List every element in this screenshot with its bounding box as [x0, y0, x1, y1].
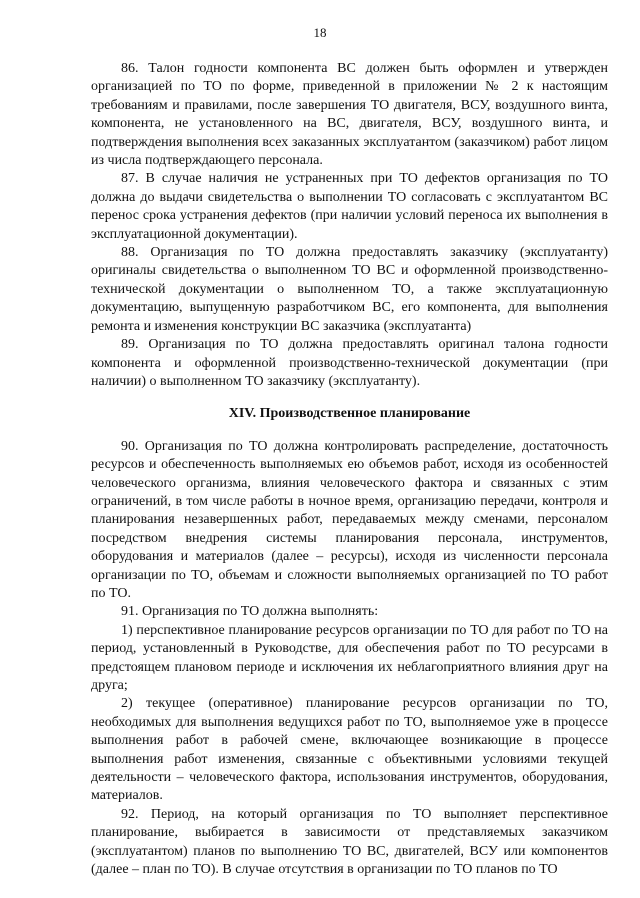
- page-number: 18: [313, 25, 327, 40]
- section-heading: XIV. Производственное планирование: [228, 406, 471, 422]
- paragraph-91: 91. Организация по ТО должна выполнять:: [121, 604, 379, 620]
- paragraph-91-item-2: 2) текущее (оперативное) планирование ресурсов организации по ТО, необходимых для выполнения ведущихся работ по ТО, выполняемое уже в процессе выполнения работ в рабочей смене, включающее возникающие в процессе выполнения работ изменения, связанные с объективными условиями текущей деятельности – человеческого фактора, использования инструментов, оборудования, материалов.: [91, 696, 608, 804]
- paragraph-86: 86. Талон годности компонента ВС должен быть оформлен и утвержден организацией по ТО по форме, приведенной в приложении № 2 к настоящим требованиям и правилами, после завершения ТО двигателя, ВСУ, воздушного винта, компонента, не установленного на ВС, двигателя, ВСУ, воздушного винта, и подтверждения выполнения всех заказанных эксплуатантом (заказчиком) работ лицом из числа подтверждающего персонала.: [91, 61, 608, 169]
- paragraph-88: 88. Организация по ТО должна предоставлять заказчику (эксплуатанту) оригиналы свидетельства о выполненном ТО ВС и оформленной производственно-технической документации о выполненном ТО, а также эксплуатационную документацию, выпущенную разработчиком ВС, его компонента, для выполнения ремонта и изменения конструкции ВС заказчика (эксплуатанта): [91, 245, 608, 334]
- paragraph-87: 87. В случае наличия не устраненных при ТО дефектов организация по ТО должна до выдачи свидетельства о выполнении ТО согласовать с эксплуатантом ВС перенос срока устранения дефектов (при наличии условий переноса их выполнения в эксплуатационной документации).: [91, 171, 608, 242]
- document-body: [91, 60, 608, 879]
- paragraph-90: 90. Организация по ТО должна контролировать распределение, достаточность ресурсов и обеспеченность выполняемых ею объемов работ, исходя из особенностей человеческого организма, влияния человеческого фактора и связанных с этим ограничений, в том числе работы в ночное время, организацию передачи, контроля и планирования незавершенных работ, передаваемых между сменами, персоналом посредством внедрения системы планирования персонала, инструментов, оборудования и материалов (далее – ресурсы), исходя из численности персонала организации по ТО, объемам и сложности выполняемых организацией по ТО работ по ТО.: [91, 438, 608, 601]
- paragraph-91-item-1: 1) перспективное планирование ресурсов организации по ТО для работ по ТО на период, установленный в Руководстве, для обеспечения работ по ТО ресурсами в предстоящем плановом периоде и исключения их неблагоприятного влияния друг на друга;: [91, 622, 608, 693]
- paragraph-92: 92. Период, на который организация по ТО выполняет перспективное планирование, выбирается в зависимости от представляемых заказчиком (эксплуатантом) планов по выполнению ТО ВС, двигателей, ВСУ или компонентов (далее – план по ТО). В случае отсутствия в организации по ТО планов по ТО: [91, 806, 608, 878]
- paragraph-89: 89. Организация по ТО должна предоставлять оригинал талона годности компонента и оформленной производственно-технической документации (при наличии) о выполненном ТО заказчику (эксплуатанту).: [91, 337, 608, 389]
